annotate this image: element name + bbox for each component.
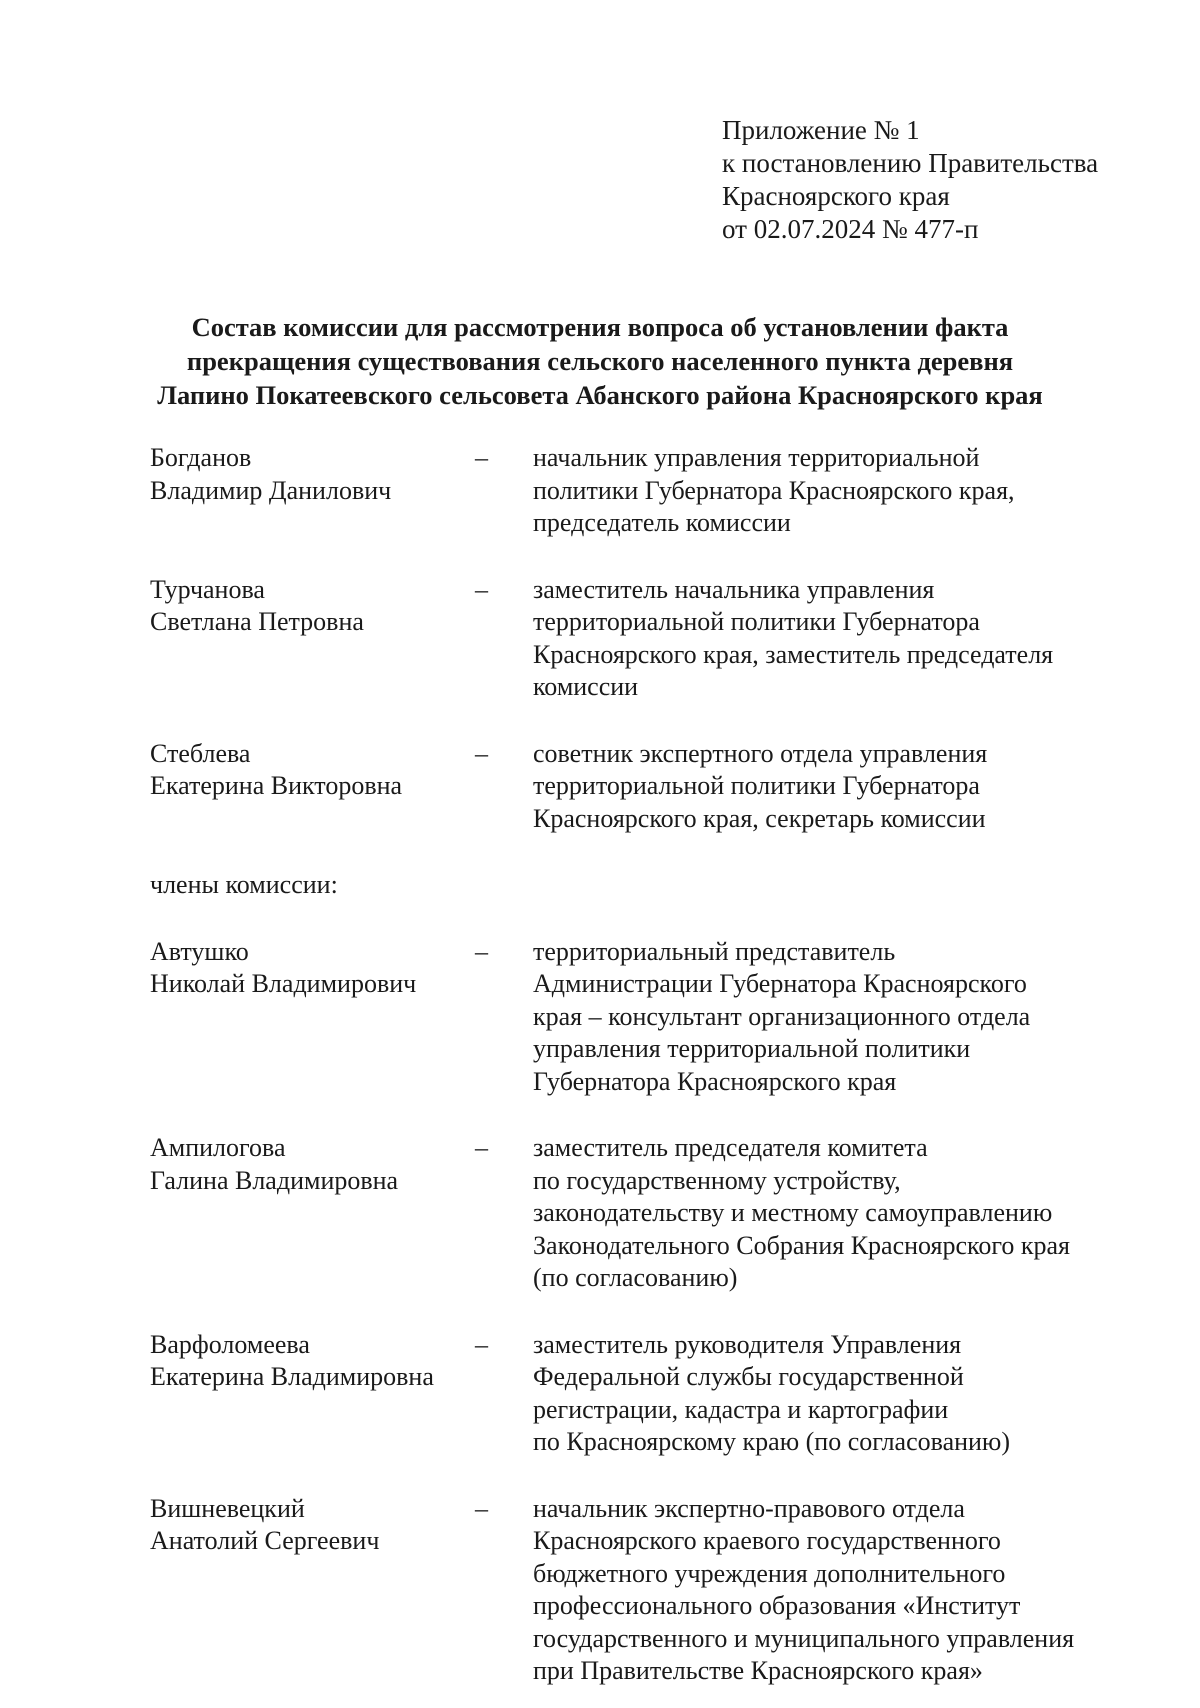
member-name <box>150 442 475 540</box>
member-entry <box>150 574 1130 704</box>
member-role: начальник управления территориальной политики Губернатора Красноярского края, председатель комиссии <box>533 443 1015 537</box>
appendix-authority: Красноярского края <box>722 181 950 211</box>
member-role: территориальный представитель Администрации Губернатора Красноярского края – консультант организационного отдела управления территориальной политики Губернатора Красноярского края <box>533 936 1031 1096</box>
member-entry <box>150 1493 1130 1688</box>
member-name <box>150 1493 475 1688</box>
member-surname: Турчанова <box>150 574 265 604</box>
dash-separator: – <box>475 443 488 472</box>
member-role: заместитель председателя комитета по государственному устройству, законодательству и местному самоуправлению Законодательного Собрания Красноярского края (по согласованию) <box>533 1133 1070 1292</box>
member-surname: Стеблева <box>150 738 251 768</box>
member-role: начальник экспертно-правового отдела Красноярского краевого государственного бюджетного учреждения дополнительного профессионального образования «Институт государственного и муниципального управления при Правительстве Красноярского края» <box>533 1493 1075 1685</box>
member-given-names: Екатерина Викторовна <box>150 771 403 800</box>
member-given-names: Николай Владимирович <box>150 969 417 998</box>
dash-separator: – <box>475 936 488 966</box>
dash-separator: – <box>475 1329 488 1359</box>
member-given-names: Анатолий Сергеевич <box>150 1526 380 1555</box>
member-given-names: Владимир Данилович <box>150 475 392 505</box>
member-entry <box>150 442 1130 540</box>
member-name <box>150 738 475 836</box>
member-name <box>150 936 475 1099</box>
member-given-names: Светлана Петровна <box>150 607 364 636</box>
dash-separator: – <box>475 1493 488 1523</box>
dash-separator: – <box>475 1133 488 1162</box>
document-title <box>100 310 1100 412</box>
member-given-names: Екатерина Владимировна <box>150 1362 434 1391</box>
title-line: прекращения существования сельского населенного пункта деревня <box>186 346 1014 376</box>
members-group-label: члены комиссии: <box>150 870 338 899</box>
member-entry <box>150 1132 1130 1295</box>
appendix-number: Приложение № 1 <box>722 115 920 145</box>
member-given-names: Галина Владимировна <box>150 1165 399 1195</box>
title-line: Состав комиссии для рассмотрения вопроса об установлении факта <box>191 312 1009 342</box>
member-surname: Богданов <box>150 443 252 472</box>
member-role: заместитель руководителя Управления Федеральной службы государственной регистрации, кадастра и картографии по Красноярскому краю (по согласованию) <box>533 1329 1011 1456</box>
member-role: советник экспертного отдела управления территориальной политики Губернатора Красноярского края, секретарь комиссии <box>533 738 988 833</box>
member-name <box>150 574 475 704</box>
appendix-date-number: от 02.07.2024 № 477-п <box>722 214 979 244</box>
member-name <box>150 1132 475 1295</box>
appendix-reference: к постановлению Правительства <box>722 148 1099 178</box>
member-entry <box>150 936 1130 1099</box>
member-role: заместитель начальника управления территориальной политики Губернатора Красноярского края, заместитель председателя комиссии <box>533 574 1054 701</box>
dash-separator: – <box>475 738 488 768</box>
member-surname: Варфоломеева <box>150 1329 310 1359</box>
member-surname: Автушко <box>150 936 249 966</box>
dash-separator: – <box>475 574 488 604</box>
appendix-header <box>722 114 1098 246</box>
commission-list <box>150 442 1130 1688</box>
member-surname: Ампилогова <box>150 1133 286 1162</box>
member-entry <box>150 1329 1130 1459</box>
title-line: Лапино Покатеевского сельсовета Абанского района Красноярского края <box>157 380 1043 410</box>
member-surname: Вишневецкий <box>150 1493 305 1523</box>
member-name <box>150 1329 475 1459</box>
member-entry <box>150 738 1130 836</box>
